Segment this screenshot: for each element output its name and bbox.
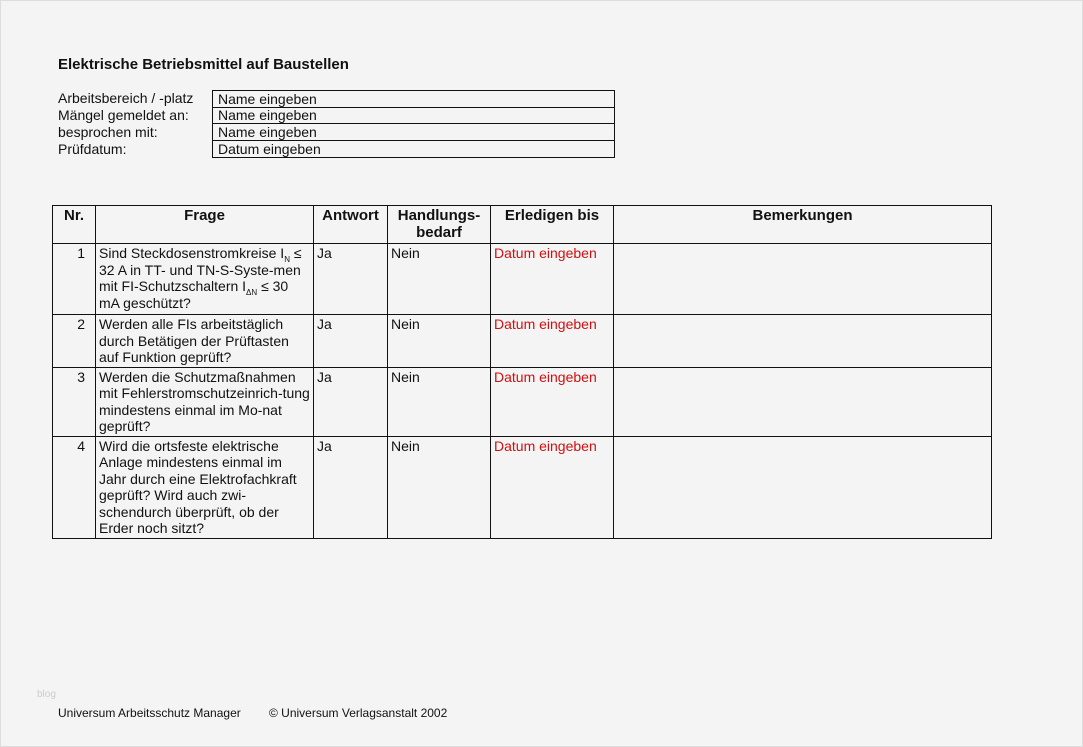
document-title: Elektrische Betriebsmittel auf Baustellen	[58, 56, 349, 73]
answer-cell[interactable]: Ja	[314, 315, 388, 368]
question: Werden alle FIs arbeitstäglich durch Betätigen der Prüftasten auf Funktion geprüft?	[96, 315, 314, 368]
footer-copyright: © Universum Verlagsanstalt 2002	[269, 706, 448, 720]
remarks-cell[interactable]	[614, 315, 992, 368]
answer-cell[interactable]: Ja	[314, 244, 388, 315]
maengel-field[interactable]: Name eingeben	[212, 107, 615, 124]
form-label: Arbeitsbereich / -platz	[58, 90, 194, 106]
header-antwort: Antwort	[314, 206, 388, 244]
due-date-cell[interactable]: Datum eingeben	[491, 436, 614, 538]
question-text: ≤ 32 A in TT- und TN-S-Syste-men mit FI-Schutzschaltern I	[99, 245, 302, 294]
pruefdatum-field[interactable]: Datum eingeben	[212, 141, 615, 158]
row-number: 1	[53, 244, 96, 315]
subscript: ΔN	[246, 287, 258, 297]
header-frage: Frage	[96, 206, 314, 244]
row-number: 2	[53, 315, 96, 368]
table-row	[53, 244, 992, 315]
question: Wird die ortsfeste elektrische Anlage mindestens einmal im Jahr durch eine Elektrofachkraft geprüft? Wird auch zwi-schendurch überprüft, ob der Erder noch sitzt?	[96, 436, 314, 538]
remarks-cell[interactable]	[614, 436, 992, 538]
action-needed-cell[interactable]: Nein	[388, 244, 491, 315]
due-date-cell[interactable]: Datum eingeben	[491, 367, 614, 436]
table-row	[53, 315, 992, 368]
question	[96, 244, 314, 315]
subscript: N	[284, 254, 290, 264]
form-label: besprochen mit:	[58, 124, 158, 140]
answer-cell[interactable]: Ja	[314, 367, 388, 436]
arbeitsbereich-field[interactable]: Name eingeben	[212, 90, 615, 108]
remarks-cell[interactable]	[614, 367, 992, 436]
watermark: blog	[37, 689, 56, 700]
action-needed-cell[interactable]: Nein	[388, 367, 491, 436]
header-handlungsbedarf: Handlungs-bedarf	[388, 206, 491, 244]
table-header-row	[53, 206, 992, 244]
row-number: 4	[53, 436, 96, 538]
action-needed-cell[interactable]: Nein	[388, 315, 491, 368]
header-erledigen-bis: Erledigen bis	[491, 206, 614, 244]
checklist-table	[52, 205, 992, 539]
footer-product: Universum Arbeitsschutz Manager	[58, 706, 241, 720]
besprochen-field[interactable]: Name eingeben	[212, 124, 615, 141]
form-label: Mängel gemeldet an:	[58, 107, 189, 123]
table-row	[53, 367, 992, 436]
remarks-cell[interactable]	[614, 244, 992, 315]
due-date-cell[interactable]: Datum eingeben	[491, 244, 614, 315]
table-row	[53, 436, 992, 538]
action-needed-cell[interactable]: Nein	[388, 436, 491, 538]
question-text: Sind Steckdosenstromkreise I	[99, 245, 285, 261]
question: Werden die Schutzmaßnahmen mit Fehlerstromschutzeinrich-tung mindestens einmal im Mo-nat geprüft?	[96, 367, 314, 436]
row-number: 3	[53, 367, 96, 436]
header-bemerkungen: Bemerkungen	[614, 206, 992, 244]
header-nr: Nr.	[53, 206, 96, 244]
due-date-cell[interactable]: Datum eingeben	[491, 315, 614, 368]
answer-cell[interactable]: Ja	[314, 436, 388, 538]
question-text: ≤ 30 mA geschützt?	[99, 278, 289, 311]
form-label: Prüfdatum:	[58, 141, 127, 157]
